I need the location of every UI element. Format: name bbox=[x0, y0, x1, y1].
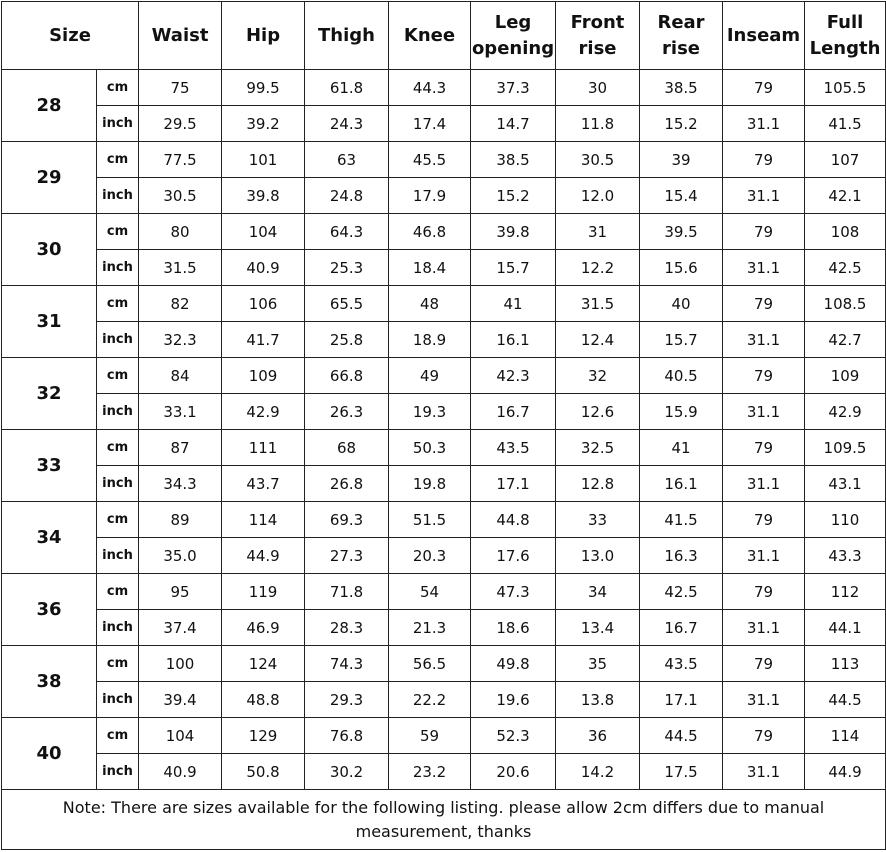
measurement-cell: 46.8 bbox=[389, 214, 471, 250]
measurement-cell: 13.0 bbox=[556, 538, 640, 574]
measurement-cell: 15.7 bbox=[471, 250, 556, 286]
measurement-cell: 68 bbox=[305, 430, 389, 466]
measurement-cell: 44.9 bbox=[805, 754, 886, 790]
measurement-cell: 16.1 bbox=[471, 322, 556, 358]
measurement-cell: 64.3 bbox=[305, 214, 389, 250]
column-header bbox=[556, 2, 640, 70]
measurement-cell: 17.6 bbox=[471, 538, 556, 574]
measurement-cell: 16.3 bbox=[640, 538, 723, 574]
measurement-cell: 43.1 bbox=[805, 466, 886, 502]
measurement-cell: 15.6 bbox=[640, 250, 723, 286]
unit-cell: inch bbox=[97, 106, 139, 142]
measurement-cell: 109 bbox=[805, 358, 886, 394]
measurement-cell: 113 bbox=[805, 646, 886, 682]
measurement-cell: 114 bbox=[805, 718, 886, 754]
measurement-cell: 79 bbox=[723, 646, 805, 682]
measurement-cell: 54 bbox=[389, 574, 471, 610]
measurement-cell: 108.5 bbox=[805, 286, 886, 322]
measurement-cell: 16.7 bbox=[640, 610, 723, 646]
table-row bbox=[2, 574, 886, 610]
measurement-cell: 34.3 bbox=[139, 466, 222, 502]
measurement-cell: 24.8 bbox=[305, 178, 389, 214]
measurement-cell: 24.3 bbox=[305, 106, 389, 142]
measurement-cell: 41.5 bbox=[640, 502, 723, 538]
size-cell: 40 bbox=[2, 718, 97, 790]
column-header bbox=[805, 2, 886, 70]
column-header-line: Thigh bbox=[318, 24, 375, 46]
measurement-cell: 69.3 bbox=[305, 502, 389, 538]
measurement-cell: 61.8 bbox=[305, 70, 389, 106]
measurement-cell: 42.3 bbox=[471, 358, 556, 394]
measurement-cell: 119 bbox=[222, 574, 305, 610]
size-cell: 32 bbox=[2, 358, 97, 430]
measurement-cell: 87 bbox=[139, 430, 222, 466]
table-row bbox=[2, 70, 886, 106]
measurement-cell: 30.2 bbox=[305, 754, 389, 790]
measurement-cell: 51.5 bbox=[389, 502, 471, 538]
column-header bbox=[471, 2, 556, 70]
measurement-cell: 21.3 bbox=[389, 610, 471, 646]
column-header bbox=[222, 2, 305, 70]
measurement-cell: 39.8 bbox=[222, 178, 305, 214]
measurement-cell: 15.4 bbox=[640, 178, 723, 214]
measurement-cell: 80 bbox=[139, 214, 222, 250]
unit-cell: cm bbox=[97, 142, 139, 178]
unit-cell: inch bbox=[97, 538, 139, 574]
measurement-cell: 15.7 bbox=[640, 322, 723, 358]
measurement-cell: 29.5 bbox=[139, 106, 222, 142]
measurement-cell: 106 bbox=[222, 286, 305, 322]
measurement-cell: 38.5 bbox=[640, 70, 723, 106]
measurement-cell: 42.7 bbox=[805, 322, 886, 358]
measurement-cell: 75 bbox=[139, 70, 222, 106]
table-row bbox=[2, 502, 886, 538]
measurement-cell: 14.2 bbox=[556, 754, 640, 790]
measurement-cell: 30.5 bbox=[556, 142, 640, 178]
measurement-cell: 39 bbox=[640, 142, 723, 178]
unit-cell: inch bbox=[97, 394, 139, 430]
measurement-cell: 63 bbox=[305, 142, 389, 178]
table-row bbox=[2, 178, 886, 214]
measurement-cell: 95 bbox=[139, 574, 222, 610]
measurement-cell: 50.3 bbox=[389, 430, 471, 466]
unit-cell: cm bbox=[97, 718, 139, 754]
note-row bbox=[2, 790, 886, 850]
measurement-cell: 49 bbox=[389, 358, 471, 394]
measurement-cell: 12.0 bbox=[556, 178, 640, 214]
measurement-cell: 46.9 bbox=[222, 610, 305, 646]
measurement-cell: 129 bbox=[222, 718, 305, 754]
measurement-cell: 31.5 bbox=[556, 286, 640, 322]
measurement-cell: 56.5 bbox=[389, 646, 471, 682]
measurement-cell: 43.5 bbox=[471, 430, 556, 466]
measurement-cell: 37.3 bbox=[471, 70, 556, 106]
column-header bbox=[139, 2, 222, 70]
measurement-cell: 31.1 bbox=[723, 610, 805, 646]
table-row bbox=[2, 286, 886, 322]
measurement-cell: 13.4 bbox=[556, 610, 640, 646]
column-header-line: Inseam bbox=[726, 24, 801, 46]
table-row bbox=[2, 358, 886, 394]
measurement-cell: 44.1 bbox=[805, 610, 886, 646]
measurement-cell: 43.5 bbox=[640, 646, 723, 682]
unit-cell: cm bbox=[97, 70, 139, 106]
measurement-cell: 44.9 bbox=[222, 538, 305, 574]
measurement-cell: 112 bbox=[805, 574, 886, 610]
measurement-cell: 71.8 bbox=[305, 574, 389, 610]
measurement-cell: 35.0 bbox=[139, 538, 222, 574]
size-header: Size bbox=[2, 2, 139, 70]
measurement-cell: 29.3 bbox=[305, 682, 389, 718]
size-chart-table bbox=[1, 1, 886, 850]
measurement-cell: 13.8 bbox=[556, 682, 640, 718]
measurement-cell: 15.9 bbox=[640, 394, 723, 430]
size-cell: 30 bbox=[2, 214, 97, 286]
measurement-cell: 44.3 bbox=[389, 70, 471, 106]
measurement-cell: 39.4 bbox=[139, 682, 222, 718]
measurement-cell: 32.3 bbox=[139, 322, 222, 358]
column-header-line: Knee bbox=[403, 24, 456, 46]
measurement-cell: 19.8 bbox=[389, 466, 471, 502]
column-header-line: Leg bbox=[494, 11, 532, 33]
table-row bbox=[2, 718, 886, 754]
column-header bbox=[723, 2, 805, 70]
table-row bbox=[2, 250, 886, 286]
column-header-line: Hip bbox=[245, 24, 281, 46]
measurement-cell: 31.1 bbox=[723, 178, 805, 214]
measurement-cell: 34 bbox=[556, 574, 640, 610]
measurement-cell: 37.4 bbox=[139, 610, 222, 646]
column-header bbox=[640, 2, 723, 70]
measurement-cell: 104 bbox=[222, 214, 305, 250]
measurement-cell: 15.2 bbox=[640, 106, 723, 142]
measurement-cell: 105.5 bbox=[805, 70, 886, 106]
unit-cell: inch bbox=[97, 178, 139, 214]
measurement-cell: 104 bbox=[139, 718, 222, 754]
measurement-cell: 77.5 bbox=[139, 142, 222, 178]
size-chart-body bbox=[2, 70, 886, 790]
measurement-cell: 84 bbox=[139, 358, 222, 394]
measurement-cell: 65.5 bbox=[305, 286, 389, 322]
column-header bbox=[305, 2, 389, 70]
measurement-cell: 31.1 bbox=[723, 754, 805, 790]
measurement-cell: 79 bbox=[723, 142, 805, 178]
measurement-cell: 31.1 bbox=[723, 466, 805, 502]
measurement-cell: 12.4 bbox=[556, 322, 640, 358]
unit-cell: cm bbox=[97, 214, 139, 250]
measurement-cell: 39.8 bbox=[471, 214, 556, 250]
measurement-cell: 101 bbox=[222, 142, 305, 178]
column-header-line: rise bbox=[662, 37, 700, 59]
measurement-cell: 79 bbox=[723, 70, 805, 106]
measurement-cell: 111 bbox=[222, 430, 305, 466]
table-row bbox=[2, 466, 886, 502]
measurement-cell: 31.1 bbox=[723, 322, 805, 358]
measurement-cell: 42.9 bbox=[222, 394, 305, 430]
measurement-cell: 99.5 bbox=[222, 70, 305, 106]
table-row bbox=[2, 682, 886, 718]
measurement-cell: 44.5 bbox=[640, 718, 723, 754]
measurement-cell: 31.1 bbox=[723, 682, 805, 718]
measurement-cell: 41 bbox=[471, 286, 556, 322]
column-header-line: rise bbox=[578, 37, 617, 59]
measurement-cell: 41 bbox=[640, 430, 723, 466]
size-cell: 31 bbox=[2, 286, 97, 358]
table-row bbox=[2, 646, 886, 682]
table-row bbox=[2, 754, 886, 790]
measurement-cell: 49.8 bbox=[471, 646, 556, 682]
measurement-cell: 17.9 bbox=[389, 178, 471, 214]
measurement-cell: 89 bbox=[139, 502, 222, 538]
size-cell: 33 bbox=[2, 430, 97, 502]
measurement-cell: 31.1 bbox=[723, 538, 805, 574]
measurement-cell: 31.1 bbox=[723, 250, 805, 286]
table-row bbox=[2, 142, 886, 178]
measurement-cell: 42.9 bbox=[805, 394, 886, 430]
measurement-cell: 74.3 bbox=[305, 646, 389, 682]
measurement-cell: 25.8 bbox=[305, 322, 389, 358]
measurement-cell: 66.8 bbox=[305, 358, 389, 394]
measurement-cell: 18.9 bbox=[389, 322, 471, 358]
measurement-cell: 36 bbox=[556, 718, 640, 754]
measurement-cell: 19.6 bbox=[471, 682, 556, 718]
column-header-line: Waist bbox=[151, 24, 209, 46]
measurement-cell: 32 bbox=[556, 358, 640, 394]
measurement-cell: 17.1 bbox=[640, 682, 723, 718]
measurement-cell: 17.4 bbox=[389, 106, 471, 142]
measurement-cell: 15.2 bbox=[471, 178, 556, 214]
measurement-cell: 43.7 bbox=[222, 466, 305, 502]
measurement-cell: 31 bbox=[556, 214, 640, 250]
table-row bbox=[2, 322, 886, 358]
measurement-cell: 31.1 bbox=[723, 106, 805, 142]
table-row bbox=[2, 106, 886, 142]
measurement-cell: 33 bbox=[556, 502, 640, 538]
measurement-cell: 30 bbox=[556, 70, 640, 106]
measurement-cell: 30.5 bbox=[139, 178, 222, 214]
measurement-cell: 40.9 bbox=[222, 250, 305, 286]
measurement-cell: 108 bbox=[805, 214, 886, 250]
measurement-cell: 39.5 bbox=[640, 214, 723, 250]
column-header-line: Front bbox=[570, 11, 625, 33]
table-row bbox=[2, 538, 886, 574]
size-cell: 29 bbox=[2, 142, 97, 214]
measurement-cell: 79 bbox=[723, 358, 805, 394]
measurement-cell: 39.2 bbox=[222, 106, 305, 142]
measurement-cell: 26.3 bbox=[305, 394, 389, 430]
measurement-cell: 12.6 bbox=[556, 394, 640, 430]
unit-cell: inch bbox=[97, 250, 139, 286]
measurement-cell: 14.7 bbox=[471, 106, 556, 142]
measurement-cell: 27.3 bbox=[305, 538, 389, 574]
measurement-cell: 18.6 bbox=[471, 610, 556, 646]
measurement-cell: 100 bbox=[139, 646, 222, 682]
measurement-cell: 79 bbox=[723, 430, 805, 466]
measurement-cell: 44.5 bbox=[805, 682, 886, 718]
measurement-cell: 25.3 bbox=[305, 250, 389, 286]
measurement-cell: 40 bbox=[640, 286, 723, 322]
measurement-cell: 42.5 bbox=[805, 250, 886, 286]
measurement-cell: 43.3 bbox=[805, 538, 886, 574]
measurement-cell: 45.5 bbox=[389, 142, 471, 178]
size-cell: 34 bbox=[2, 502, 97, 574]
measurement-cell: 12.8 bbox=[556, 466, 640, 502]
measurement-cell: 32.5 bbox=[556, 430, 640, 466]
measurement-cell: 109.5 bbox=[805, 430, 886, 466]
unit-cell: inch bbox=[97, 610, 139, 646]
measurement-cell: 12.2 bbox=[556, 250, 640, 286]
measurement-cell: 79 bbox=[723, 718, 805, 754]
unit-cell: cm bbox=[97, 502, 139, 538]
measurement-cell: 52.3 bbox=[471, 718, 556, 754]
column-header-line: Rear bbox=[657, 11, 705, 33]
unit-cell: inch bbox=[97, 754, 139, 790]
table-row bbox=[2, 430, 886, 466]
table-row bbox=[2, 610, 886, 646]
measurement-cell: 48 bbox=[389, 286, 471, 322]
measurement-cell: 31.1 bbox=[723, 394, 805, 430]
unit-cell: cm bbox=[97, 574, 139, 610]
measurement-cell: 82 bbox=[139, 286, 222, 322]
unit-cell: cm bbox=[97, 358, 139, 394]
measurement-cell: 35 bbox=[556, 646, 640, 682]
measurement-cell: 110 bbox=[805, 502, 886, 538]
measurement-cell: 44.8 bbox=[471, 502, 556, 538]
table-row bbox=[2, 214, 886, 250]
size-cell: 36 bbox=[2, 574, 97, 646]
measurement-cell: 17.5 bbox=[640, 754, 723, 790]
measurement-cell: 23.2 bbox=[389, 754, 471, 790]
measurement-cell: 40.5 bbox=[640, 358, 723, 394]
measurement-cell: 16.7 bbox=[471, 394, 556, 430]
measurement-cell: 16.1 bbox=[640, 466, 723, 502]
measurement-cell: 33.1 bbox=[139, 394, 222, 430]
note-text: Note: There are sizes available for the following listing. please allow 2cm differs due to manual measurement, thanks bbox=[2, 790, 886, 850]
header-row bbox=[2, 2, 886, 70]
measurement-cell: 20.6 bbox=[471, 754, 556, 790]
measurement-cell: 42.5 bbox=[640, 574, 723, 610]
measurement-cell: 114 bbox=[222, 502, 305, 538]
measurement-cell: 38.5 bbox=[471, 142, 556, 178]
size-chart bbox=[1, 1, 885, 851]
column-header-line: Length bbox=[809, 37, 881, 59]
column-header-line: Full bbox=[826, 11, 864, 33]
unit-cell: inch bbox=[97, 466, 139, 502]
measurement-cell: 42.1 bbox=[805, 178, 886, 214]
measurement-cell: 47.3 bbox=[471, 574, 556, 610]
measurement-cell: 76.8 bbox=[305, 718, 389, 754]
measurement-cell: 79 bbox=[723, 214, 805, 250]
measurement-cell: 41.7 bbox=[222, 322, 305, 358]
unit-cell: cm bbox=[97, 286, 139, 322]
measurement-cell: 48.8 bbox=[222, 682, 305, 718]
unit-cell: cm bbox=[97, 430, 139, 466]
unit-cell: inch bbox=[97, 322, 139, 358]
column-header bbox=[389, 2, 471, 70]
measurement-cell: 59 bbox=[389, 718, 471, 754]
measurement-cell: 17.1 bbox=[471, 466, 556, 502]
measurement-cell: 107 bbox=[805, 142, 886, 178]
measurement-cell: 41.5 bbox=[805, 106, 886, 142]
unit-cell: cm bbox=[97, 646, 139, 682]
measurement-cell: 50.8 bbox=[222, 754, 305, 790]
measurement-cell: 79 bbox=[723, 574, 805, 610]
measurement-cell: 20.3 bbox=[389, 538, 471, 574]
measurement-cell: 40.9 bbox=[139, 754, 222, 790]
column-header-line: opening bbox=[471, 37, 555, 59]
table-row bbox=[2, 394, 886, 430]
size-cell: 38 bbox=[2, 646, 97, 718]
measurement-cell: 109 bbox=[222, 358, 305, 394]
measurement-cell: 11.8 bbox=[556, 106, 640, 142]
size-cell: 28 bbox=[2, 70, 97, 142]
measurement-cell: 79 bbox=[723, 286, 805, 322]
measurement-cell: 79 bbox=[723, 502, 805, 538]
unit-cell: inch bbox=[97, 682, 139, 718]
measurement-cell: 19.3 bbox=[389, 394, 471, 430]
measurement-cell: 124 bbox=[222, 646, 305, 682]
measurement-cell: 28.3 bbox=[305, 610, 389, 646]
measurement-cell: 26.8 bbox=[305, 466, 389, 502]
measurement-cell: 22.2 bbox=[389, 682, 471, 718]
measurement-cell: 18.4 bbox=[389, 250, 471, 286]
measurement-cell: 31.5 bbox=[139, 250, 222, 286]
